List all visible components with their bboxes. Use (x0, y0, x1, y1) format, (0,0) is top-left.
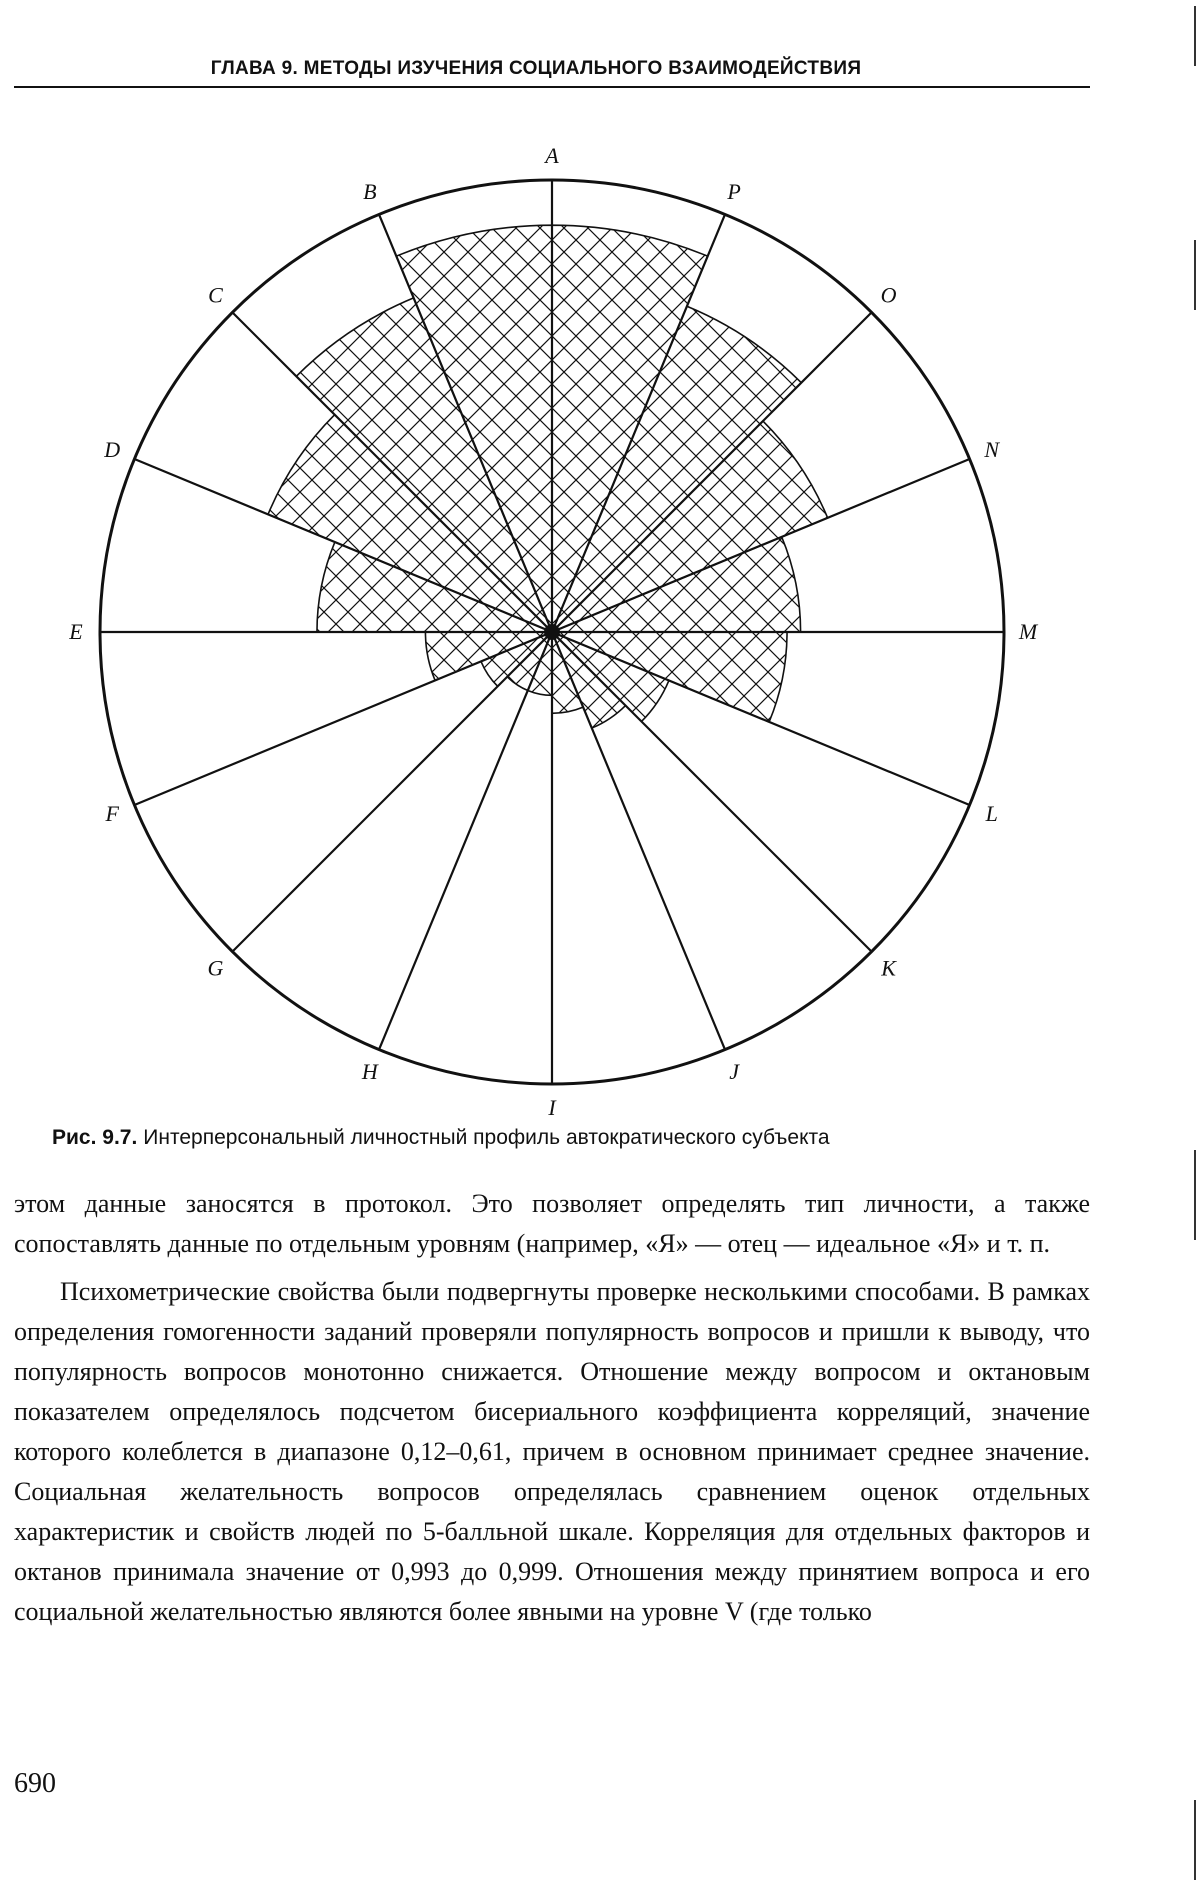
octant-label-g: G (207, 956, 223, 981)
center-hub (544, 624, 560, 640)
octant-label-n: N (983, 437, 1000, 462)
scan-edge-line (1194, 6, 1196, 66)
octant-label-o: O (881, 282, 897, 307)
octant-label-j: J (729, 1059, 740, 1084)
spoke-g (232, 632, 552, 952)
figure-caption (52, 1126, 1102, 1150)
body-text (14, 1184, 1090, 1632)
octant-label-m: M (1018, 619, 1039, 644)
interpersonal-profile-diagram (0, 0, 1200, 1100)
octant-label-d: D (103, 437, 120, 462)
octant-label-k: K (880, 956, 897, 981)
octant-label-p: P (726, 179, 740, 204)
octant-label-e: E (68, 619, 83, 644)
page-number: 690 (14, 1768, 56, 1800)
octant-label-i: I (547, 1095, 557, 1120)
spoke-f (134, 632, 552, 805)
paragraph-1: этом данные заносятся в протокол. Это позволяет определять тип личнос­ти, а также сопоставлять данные по отдельным уровням (например, «Я» — отец — идеальное «Я» и т. п. (14, 1184, 1090, 1264)
scan-edge-line (1194, 1150, 1196, 1240)
octant-label-l: L (985, 801, 998, 826)
octant-label-c: C (208, 282, 223, 307)
scan-edge-line (1194, 240, 1196, 310)
caption-number: Рис. 9.7. (52, 1126, 137, 1149)
running-head-text: ГЛАВА 9. МЕТОДЫ ИЗУЧЕНИЯ СОЦИАЛЬНОГО ВЗАИМОДЕЙСТВИЯ (211, 58, 862, 79)
octant-label-h: H (361, 1059, 379, 1084)
octant-label-a: A (543, 143, 559, 168)
profile-sectors (268, 225, 828, 728)
octant-label-b: B (363, 179, 376, 204)
paragraph-2: Психометрические свойства были подвергнуты проверке несколькими способами. В рамках определения гомогенности заданий проверяли попу­лярность вопросов и пришли к выводу, что популярность вопросов моно­тонно снижается. Отношение между вопросом и октановым показателем определялось подсчетом бисериального коэффициента корреляций, значе­ние которого колеблется в диапазоне 0,12–0,61, причем в основном при­нимает среднее значение. Социальная желательность вопросов определя­лась сравнением оценок отдельных характеристик и свойств людей по 5-балльной шкале. Корреляция для отдельных факторов и октанов прини­мала значение от 0,993 до 0,999. Отношения между принятием вопроса и его социальной желательностью являются более явными на уровне V (где только (14, 1272, 1090, 1632)
octant-label-f: F (105, 801, 120, 826)
spoke-h (379, 632, 552, 1050)
caption-text: Интерперсональный личностный профиль автократического субъекта (143, 1126, 829, 1149)
scan-edge-line (1194, 1800, 1196, 1880)
